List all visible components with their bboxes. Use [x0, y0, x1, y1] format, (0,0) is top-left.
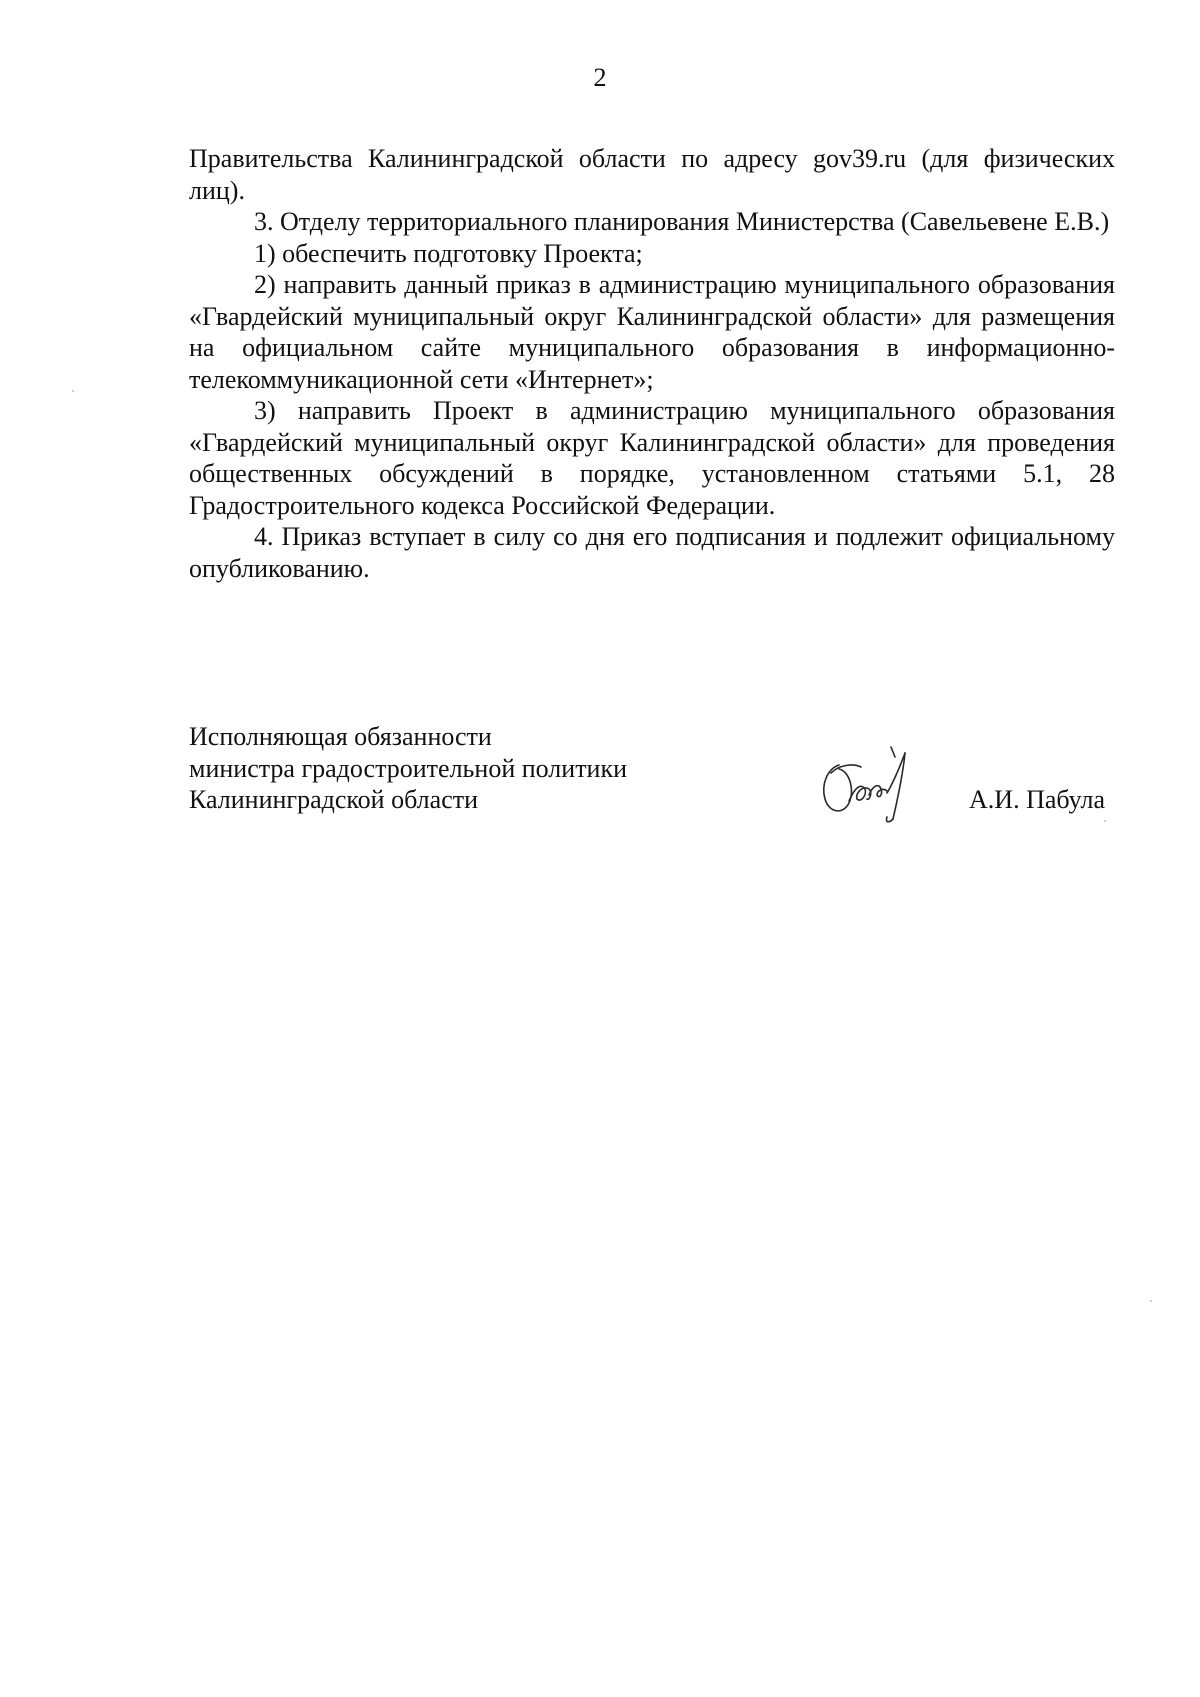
text-line: 5.1, 28 Градостроительного кодекса Российской Федерации. [189, 459, 1116, 520]
text-line: (Савельевене Е.В.) [901, 207, 1110, 236]
paragraph-item-4 [189, 521, 1115, 584]
text-line: официальному опубликованию. [189, 522, 1116, 583]
text-line: в информационно-телекоммуникационной сети «Интернет»; [189, 333, 1116, 394]
signatory-title-line: Калининградской области [189, 785, 479, 814]
text-line: 1) обеспечить подготовку Проекта; [254, 238, 643, 268]
text-line: образования «Гвардейский муниципальный округ Калининградской области» [189, 270, 1116, 331]
paragraph-item-3 [189, 206, 1115, 238]
scan-speck [1104, 820, 1106, 822]
text-line: 3. Отделу территориального планирования Министерства [254, 207, 895, 236]
signatory-name: А.И. Пабула [969, 785, 1105, 814]
paragraph-item-3-3 [189, 395, 1115, 521]
paragraph-item-3-1 [189, 238, 1115, 270]
text-line: для размещения на официальном сайте муниципального образования [189, 301, 1115, 362]
signatory-title [189, 721, 749, 816]
text-line: 4. Приказ вступает в силу со дня его подписания и подлежит [254, 522, 943, 551]
text-line: «Гвардейский муниципальный округ Калининградской области» [189, 427, 927, 457]
signature-block [189, 721, 1115, 841]
text-line: лиц). [189, 175, 245, 205]
text-line: Правительства Калининградской области по адресу gov39.ru (для физических [189, 144, 1115, 173]
document-body [189, 143, 1115, 584]
text-line: для проведения общественных обсуждений в порядке, установленном статьями [189, 427, 1116, 488]
text-line: 2) направить данный приказ в администрацию муниципального [254, 270, 971, 299]
page-number: 2 [593, 63, 607, 92]
paragraph-item-3-2 [189, 269, 1115, 395]
handwritten-signature [809, 743, 929, 833]
scan-speck [72, 390, 74, 392]
paragraph-continuation [189, 143, 1115, 206]
signatory-title-line: министра градостроительной политики [189, 753, 628, 783]
signatory-title-line: Исполняющая обязанности [189, 722, 492, 751]
text-line: 3) направить Проект в администрацию муниципального образования [254, 396, 1115, 425]
scan-speck [1150, 1300, 1152, 1302]
